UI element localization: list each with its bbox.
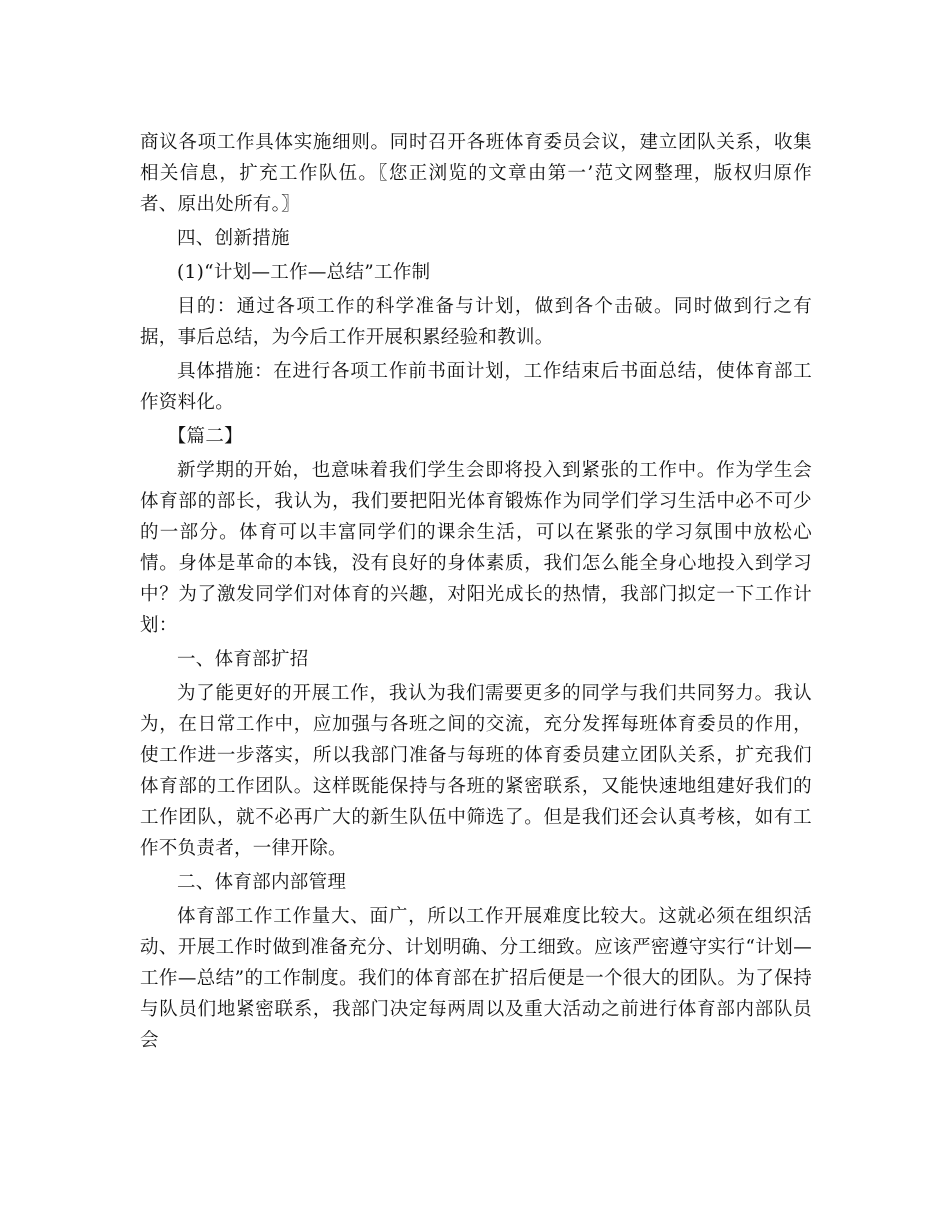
paragraph-measures: 具体措施：在进行各项工作前书面计划，工作结束后书面总结，使体育部工作资料化。 [140, 361, 812, 413]
paragraph-continued: 商议各项工作具体实施细则。同时召开各班体育委员会议，建立团队关系，收集相关信息，扩充工作队伍。〖您正浏览的文章由第一’范文网整理，版权归原作者、原出处所有。〗 [140, 132, 812, 215]
paragraph-internal-management: 体育部工作工作量大、面广，所以工作开展难度比较大。这就必须在组织活动、开展工作时做到准备充分、计划明确、分工细致。应该严密遵守实行“计划—工作—总结”的工作制度。我们的体育部在扩招后便是一个很大的团队。为了保持与队员们地紧密联系，我部门决定每两周以及重大活动之前进行体育部内部队员会 [140, 906, 812, 1051]
section-heading-internal-management: 二、体育部内部管理 [177, 872, 347, 893]
paragraph-recruitment: 为了能更好的开展工作，我认为我们需要更多的同学与我们共同努力。我认为，在日常工作中，应加强与各班之间的交流，充分发挥每班体育委员的作用，使工作进一步落实，所以我部门准备与每班的体育委员建立团队关系，扩充我们体育部的工作团队。这样既能保持与各班的紧密联系，又能快速地组建好我们的工作团队，就不必再广大的新生队伍中筛选了。但是我们还会认真考核，如有工作不负责者，一律开除。 [140, 683, 812, 859]
subheading-plan-work-summary: (1)“计划—工作—总结”工作制 [177, 262, 431, 283]
document-body [140, 127, 812, 1059]
section-heading-recruitment: 一、体育部扩招 [177, 649, 309, 670]
section-heading-innovation: 四、创新措施 [177, 228, 290, 249]
paragraph-intro: 新学期的开始，也意味着我们学生会即将投入到紧张的工作中。作为学生会体育部的部长，我认为，我们要把阳光体育锻炼作为同学们学习生活中必不可少的一部分。体育可以丰富同学们的课余生活，可以在紧张的学习氛围中放松心情。身体是革命的本钱，没有良好的身体素质，我们怎么能全身心地投入到学习中？为了激发同学们对体育的兴趣，对阳光成长的热情，我部门拟定一下工作计划： [140, 460, 812, 636]
section-mark-part-two: 【篇二】 [167, 426, 243, 447]
paragraph-purpose: 目的：通过各项工作的科学准备与计划，做到各个击破。同时做到行之有据，事后总结，为今后工作开展积累经验和教训。 [140, 296, 812, 348]
